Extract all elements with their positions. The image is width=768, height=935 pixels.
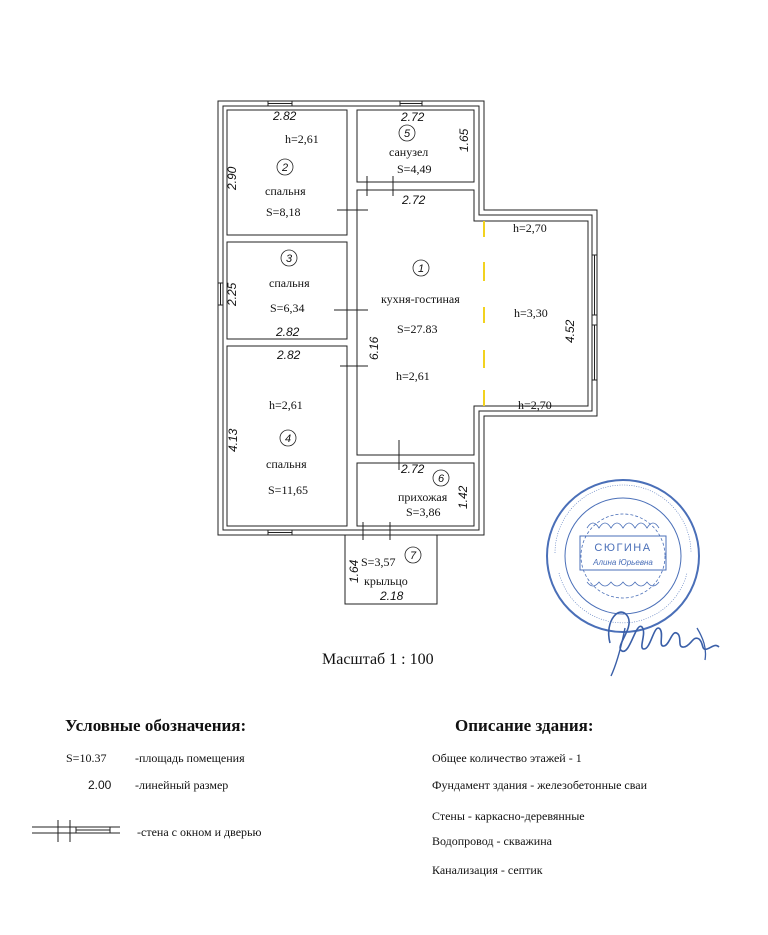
description-title: Описание здания: xyxy=(455,716,594,735)
room-1-number: 1 xyxy=(417,263,425,275)
room-3-name: спальня xyxy=(269,276,310,290)
legend-title: Условные обозначения: xyxy=(65,716,247,735)
room-2-number: 2 xyxy=(281,162,289,174)
description-item: Общее количество этажей - 1 xyxy=(432,751,582,765)
bay-height-middle: h=3,30 xyxy=(514,306,548,320)
room-7-area: S=3,57 xyxy=(361,555,396,569)
room-3-area: S=6,34 xyxy=(270,301,305,315)
dim-r7-left: 1.64 xyxy=(347,559,361,583)
bay-height-top: h=2,70 xyxy=(513,221,547,235)
description-item: Водопровод - скважина xyxy=(432,834,552,848)
room-4-number: 4 xyxy=(284,433,292,445)
room-4-name: спальня xyxy=(266,457,307,471)
official-stamp xyxy=(525,478,730,693)
room-5-name: санузел xyxy=(389,145,429,159)
room-5-number: 5 xyxy=(403,128,411,140)
dim-r3-left: 2.25 xyxy=(225,282,239,306)
stamp-subname: Алина Юрьевна xyxy=(593,558,653,567)
room-5-area: S=4,49 xyxy=(397,162,432,176)
bay-height-bottom: h=2,70 xyxy=(518,398,552,412)
dim-r3-bottom: 2.82 xyxy=(276,325,300,339)
dim-r1-side: 6.16 xyxy=(367,336,381,360)
room-3-number: 3 xyxy=(285,253,293,265)
dim-r2-top: 2.82 xyxy=(273,109,297,123)
room-4-area: S=11,65 xyxy=(268,483,308,497)
dim-r6-top: 2.72 xyxy=(401,462,425,476)
legend-dim-sample: 2.00 xyxy=(88,778,112,792)
room-1-name: кухня-гостиная xyxy=(381,292,460,306)
room-1-outline xyxy=(357,190,588,455)
description-item: Фундамент здания - железобетонные сваи xyxy=(432,778,647,792)
room-6-area: S=3,86 xyxy=(406,505,441,519)
scale-label: Масштаб 1 : 100 xyxy=(322,651,434,668)
dim-r7-bottom: 2.18 xyxy=(380,589,404,603)
room-2-height: h=2,61 xyxy=(285,132,319,146)
room-2-area: S=8,18 xyxy=(266,205,301,219)
legend-wall-text: -стена с окном и дверью xyxy=(137,825,262,839)
legend-area-text: -площадь помещения xyxy=(135,751,245,765)
dim-r4-left: 4.13 xyxy=(226,428,240,452)
wall-window-door-symbol xyxy=(30,818,122,844)
description-item: Стены - каркасно-деревянные xyxy=(432,809,585,823)
dim-bay: 4.52 xyxy=(563,319,577,343)
dim-r1-top: 2.72 xyxy=(402,193,426,207)
dim-r2-left: 2.90 xyxy=(225,166,239,190)
room-7-name: крыльцо xyxy=(364,574,408,588)
room-1-height: h=2,61 xyxy=(396,369,430,383)
description-item: Канализация - септик xyxy=(432,863,543,877)
room-7-number: 7 xyxy=(409,550,417,562)
legend-dim-text: -линейный размер xyxy=(135,778,229,792)
room-1-area: S=27.83 xyxy=(397,322,438,336)
room-4-height: h=2,61 xyxy=(269,398,303,412)
room-2-name: спальня xyxy=(265,184,306,198)
dim-r6-right: 1.42 xyxy=(456,485,470,509)
dim-r5-top: 2.72 xyxy=(401,110,425,124)
stamp-name: СЮГИНА xyxy=(594,542,652,554)
dim-r5-right: 1.65 xyxy=(457,128,471,152)
legend-area-sample: S=10.37 xyxy=(66,751,107,765)
room-6-number: 6 xyxy=(437,473,445,485)
room-6-name: прихожая xyxy=(398,490,448,504)
dim-r4-top: 2.82 xyxy=(277,348,301,362)
